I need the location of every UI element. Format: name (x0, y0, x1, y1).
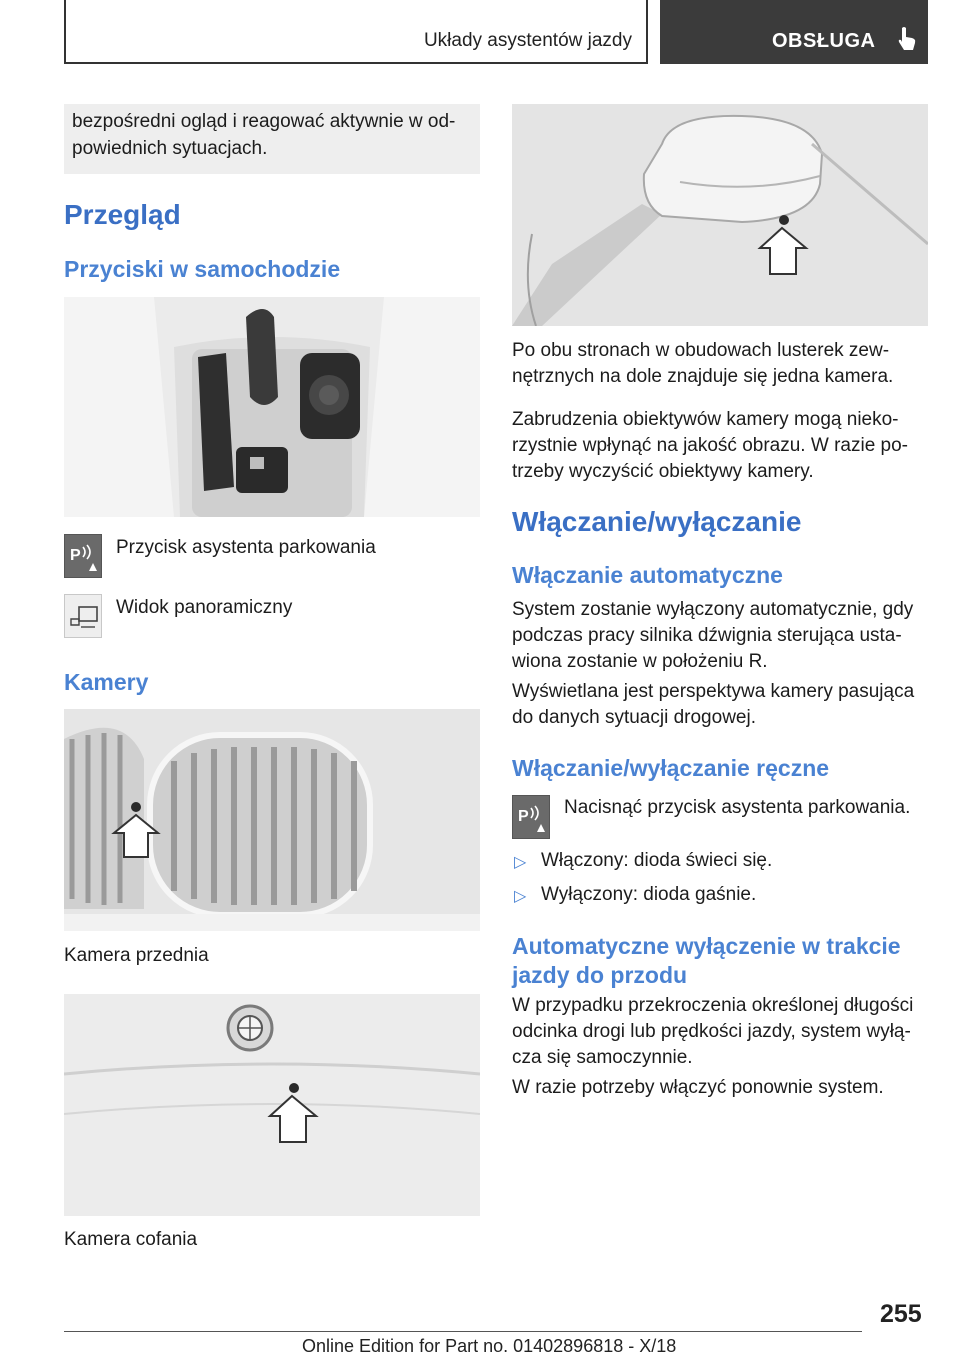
note-line: powiednich sytuacjach. (72, 138, 268, 159)
text-line: do danych sytuacji drogowej. (512, 707, 756, 728)
heading-overview: Przegląd (64, 199, 181, 230)
text-line: System zostanie wyłączony automatycznie, gdy (512, 599, 914, 620)
page-number: 255 (880, 1300, 922, 1328)
heading-buttons: Przyciski w samochodzie (64, 256, 341, 282)
front-camera-image (64, 709, 480, 931)
text-line: cza się samoczynnie. (512, 1047, 693, 1068)
text-line: wiona zostanie w położeniu R. (512, 651, 768, 672)
rear-camera-image (64, 994, 480, 1216)
bullet-off: Wyłączony: dioda gaśnie. (541, 884, 757, 905)
footer-divider (64, 1331, 862, 1332)
park-assist-icon (512, 795, 550, 839)
perspective-paragraph (512, 679, 928, 731)
chapter-label: OBSŁUGA (772, 30, 876, 52)
text-line: Zabrudzenia obiektywów kamery mogą nieko- (512, 409, 899, 430)
park-assist-label: Przycisk asystenta parkowania (116, 537, 376, 558)
center-console-image (64, 297, 480, 517)
chapter-tab (660, 0, 928, 64)
section-title: Układy asystentów jazdy (423, 30, 632, 51)
rear-camera-caption: Kamera cofania (64, 1229, 198, 1250)
reenable-text: W razie potrzeby włączyć ponownie system. (512, 1077, 884, 1098)
note-line: bezpośredni ogląd i reagować aktywnie w od- (72, 111, 456, 132)
text-line: podczas pracy silnika dźwignia sterująca usta- (512, 625, 902, 646)
text-line: Po obu stronach w obudowach lusterek zew- (512, 340, 890, 361)
header-frame (64, 0, 648, 64)
note-box (64, 104, 480, 174)
text-line: odcinka drogi lub prędkości jazdy, system wyłą- (512, 1021, 911, 1042)
front-camera-caption: Kamera przednia (64, 945, 209, 966)
text-line: rzystnie wpłynąć na jakość obrazu. W razie po- (512, 435, 908, 456)
text-line: nętrznych na dole znajduje się jedna kamera. (512, 366, 894, 387)
auto-paragraph (512, 597, 928, 675)
heading-manual: Włączanie/wyłączanie ręczne (512, 755, 830, 781)
bullet-on: Włączony: dioda świeci się. (541, 850, 773, 871)
text-line: Wyświetlana jest perspektywa kamery pasująca (512, 681, 915, 702)
heading-on-off: Włączanie/wyłączanie (512, 506, 802, 537)
heading-line: jazdy do przodu (512, 962, 688, 988)
text-line: trzeby wyczyścić obiektywy kamery. (512, 461, 814, 482)
panorama-label: Widok panoramiczny (116, 597, 293, 618)
svg-text:P: P (518, 808, 529, 825)
heading-auto-off (512, 932, 901, 990)
manual-instruction: Nacisnąć przycisk asystenta parkowania. (564, 797, 911, 818)
dirt-paragraph (512, 407, 928, 485)
svg-text:P: P (70, 547, 81, 564)
text-line: W przypadku przekroczenia określonej długości (512, 995, 914, 1016)
mirror-camera-image (512, 104, 928, 326)
mirror-paragraph (512, 338, 928, 390)
heading-automatic: Włączanie automatyczne (512, 562, 783, 588)
park-assist-icon (64, 534, 102, 578)
pointing-hand-icon (896, 26, 918, 52)
bullet-triangle-icon: ▷ (514, 854, 527, 871)
bullet-triangle-icon: ▷ (514, 888, 527, 905)
heading-cameras: Kamery (64, 669, 149, 695)
auto-off-paragraph (512, 993, 928, 1071)
edition-note: Online Edition for Part no. 01402896818 - X/18 (302, 1336, 677, 1356)
heading-line: Automatyczne wyłączenie w trakcie (512, 933, 901, 959)
panorama-view-icon (64, 594, 102, 638)
